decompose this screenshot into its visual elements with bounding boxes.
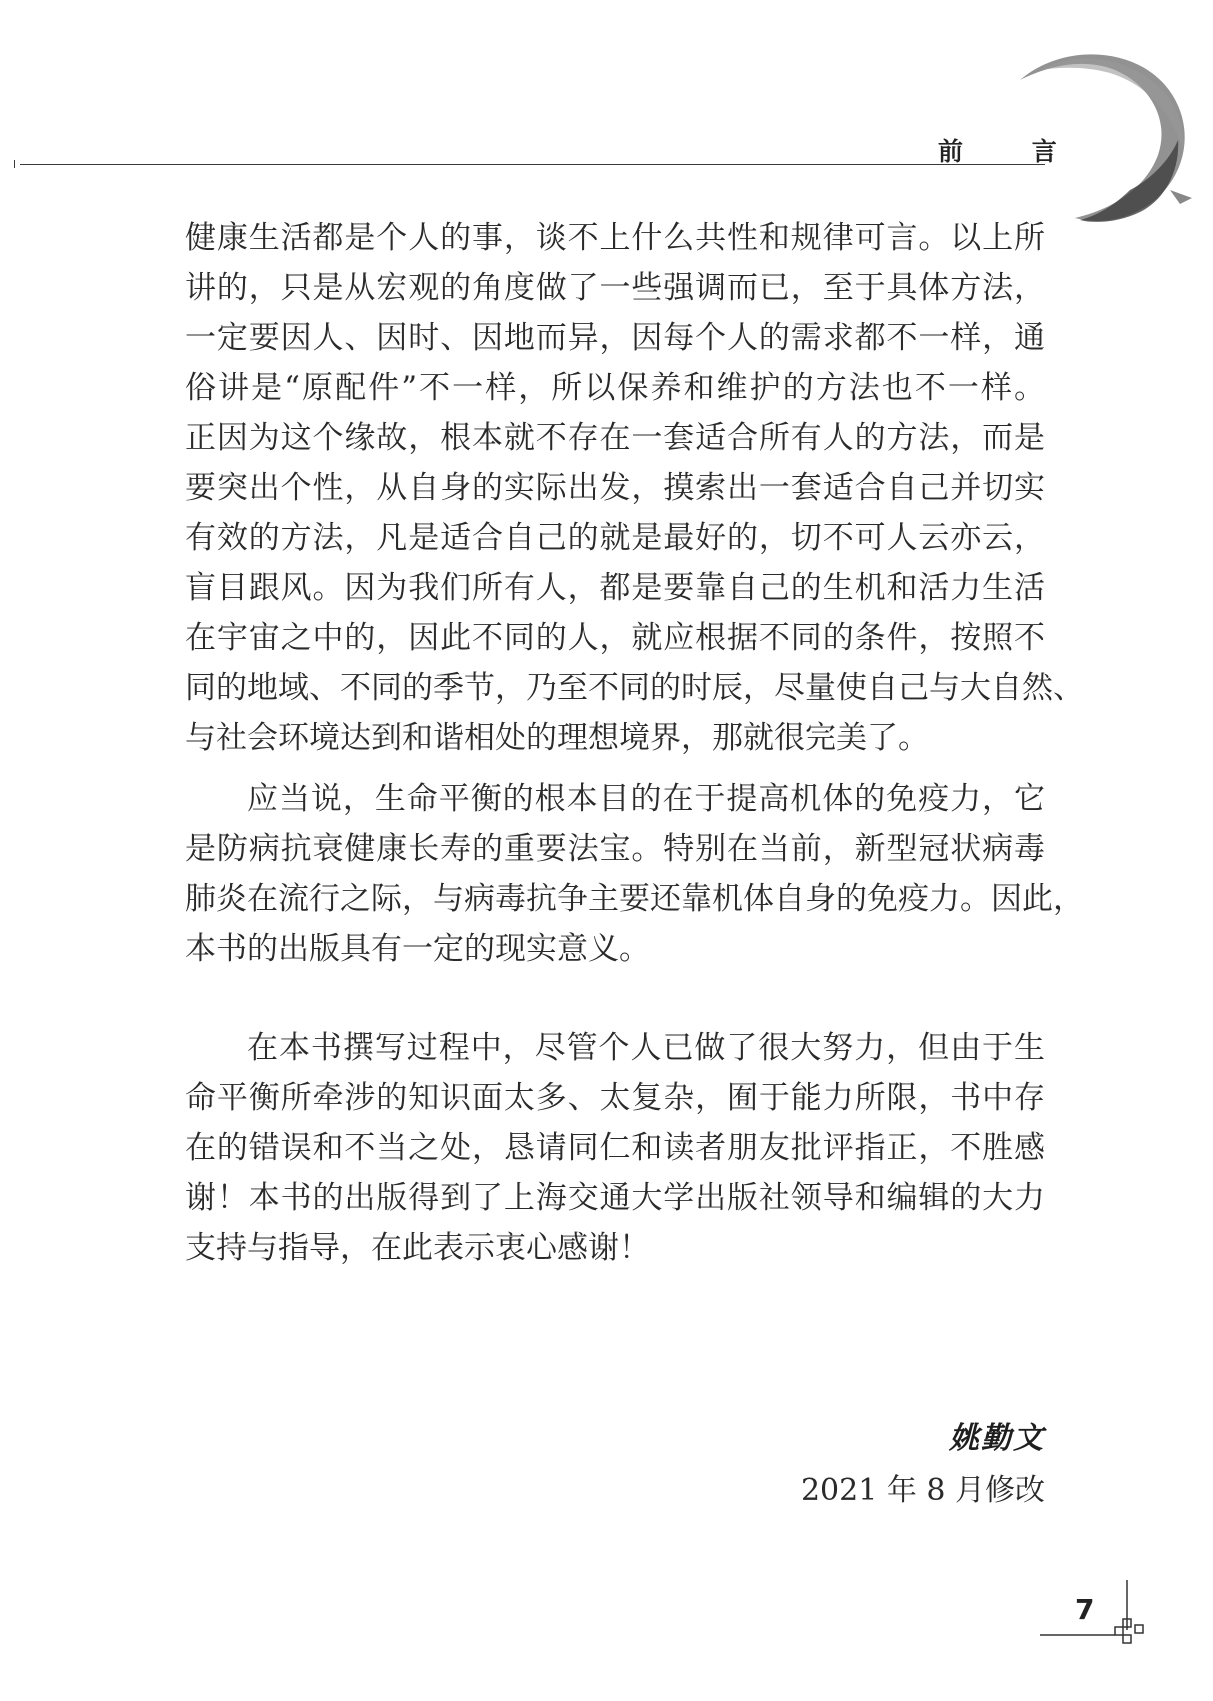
text-line: 支持与指导，在此表示衷心感谢！ bbox=[185, 1230, 650, 1266]
paragraph-2 bbox=[185, 774, 1084, 974]
paragraph-3 bbox=[185, 1023, 1045, 1273]
page-header-title: 前 言 bbox=[938, 137, 1087, 166]
paragraph-1 bbox=[185, 213, 1084, 763]
text-line: 同的地域、不同的季节，乃至不同的时辰，尽量使自己与大自然、 bbox=[185, 670, 1084, 706]
text-line: 在本书撰写过程中，尽管个人已做了很大努力，但由于生 bbox=[247, 1030, 1045, 1066]
text-line: 一定要因人、因时、因地而异，因每个人的需求都不一样，通 bbox=[185, 320, 1045, 356]
text-line: 在的错误和不当之处，恳请同仁和读者朋友批评指正，不胜感 bbox=[185, 1130, 1045, 1166]
text-line: 与社会环境达到和谐相处的理想境界，那就很完美了。 bbox=[185, 720, 929, 756]
text-line: 是防病抗衰健康长寿的重要法宝。特别在当前，新型冠状病毒 bbox=[185, 831, 1045, 867]
footer-ornament bbox=[1040, 1580, 1190, 1650]
text-line: 命平衡所牵涉的知识面太多、太复杂，囿于能力所限，书中存 bbox=[185, 1080, 1045, 1116]
header-rule bbox=[20, 164, 1045, 165]
text-line: 正因为这个缘故，根本就不存在一套适合所有人的方法，而是 bbox=[185, 420, 1045, 456]
text-line: 俗讲是“原配件”不一样，所以保养和维护的方法也不一样。 bbox=[185, 370, 1045, 406]
text-line: 应当说，生命平衡的根本目的在于提高机体的免疫力，它 bbox=[247, 781, 1045, 817]
page-number: 7 bbox=[1075, 1593, 1095, 1626]
revision-date: 2021 年 8 月修改 bbox=[800, 1473, 1045, 1508]
text-line: 谢！本书的出版得到了上海交通大学出版社领导和编辑的大力 bbox=[185, 1180, 1045, 1216]
text-line: 本书的出版具有一定的现实意义。 bbox=[185, 931, 650, 967]
text-line: 肺炎在流行之际，与病毒抗争主要还靠机体自身的免疫力。因此， bbox=[185, 881, 1084, 917]
text-line: 健康生活都是个人的事，谈不上什么共性和规律可言。以上所 bbox=[185, 220, 1045, 256]
text-line: 要突出个性，从自身的实际出发，摸索出一套适合自己并切实 bbox=[185, 470, 1045, 506]
text-line: 有效的方法，凡是适合自己的就是最好的，切不可人云亦云， bbox=[185, 520, 1045, 556]
text-line: 在宇宙之中的，因此不同的人，就应根据不同的条件，按照不 bbox=[185, 620, 1045, 656]
text-line: 盲目跟风。因为我们所有人，都是要靠自己的生机和活力生活 bbox=[185, 570, 1045, 606]
text-line: 讲的，只是从宏观的角度做了一些强调而已，至于具体方法， bbox=[185, 270, 1045, 306]
author-signature: 姚勤文 bbox=[949, 1421, 1045, 1456]
